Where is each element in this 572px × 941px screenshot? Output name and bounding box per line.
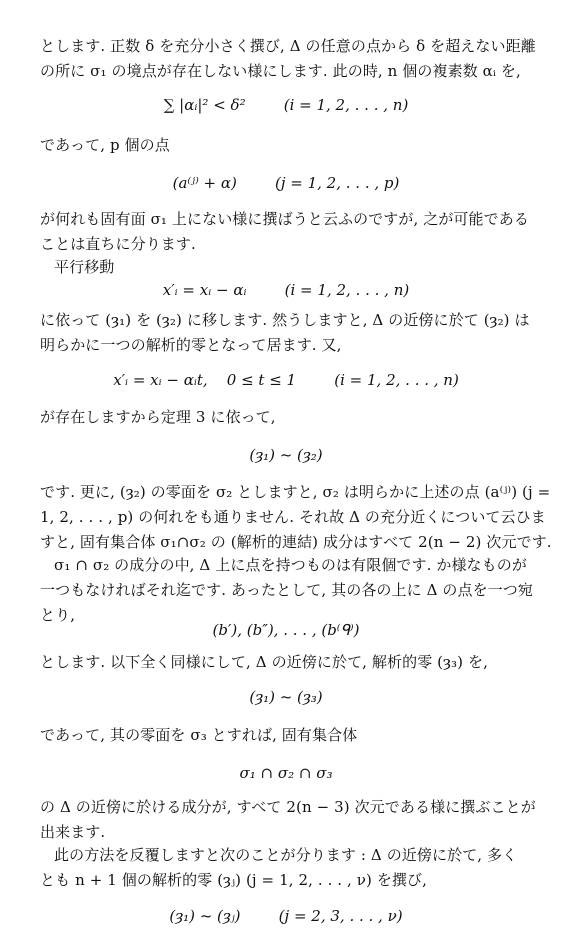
text-line: とも n + 1 個の解析的零 (ȝⱼ) (j = 1, 2, . . . , ν) を撰び,: [40, 871, 427, 889]
text-line: の Δ の近傍に於ける成分が, すべて 2(n − 3) 次元である様に撰ぶことが: [40, 798, 536, 816]
equation-2: (a⁽ʲ⁾ + α) (j = 1, 2, . . . , p): [172, 174, 400, 192]
paragraph-11: [40, 795, 540, 845]
equation-4: x′ᵢ = xᵢ − αᵢt, 0 ≤ t ≤ 1 (i = 1, 2, . . . , n): [113, 371, 459, 389]
paragraph-8: [40, 553, 554, 628]
paragraph-7: [40, 480, 552, 555]
paragraph-12: [40, 843, 554, 893]
equation-3: x′ᵢ = xᵢ − αᵢ (i = 1, 2, . . . , n): [162, 281, 410, 299]
text-line: とします. 正数 δ を充分小さく撰び, Δ の任意の点から δ を超えない距離: [40, 37, 536, 55]
text-line: の所に σ₁ の境点が存在しない様にします. 此の時, n 個の複素数 αᵢ を,: [40, 62, 521, 80]
text-line: 一つもなければそれ迄です. あったとして, 其の各の上に Δ の点を一つ宛: [40, 581, 533, 599]
paragraph-10: [40, 723, 540, 748]
text-line: 平行移動: [54, 258, 115, 276]
paragraph-3: [40, 207, 540, 257]
equation-7: (ȝ₁) ~ (ȝ₃): [249, 688, 323, 706]
text-line: が存在しますから定理 3 に依って,: [40, 408, 276, 426]
text-line: が何れも固有面 σ₁ 上にない様に撰ばうと云ふのですが, 之が可能である: [40, 210, 529, 228]
text-line: ことは直ちに分ります.: [40, 235, 196, 253]
text-line: とり,: [40, 606, 76, 624]
text-line: であって, 其の零面を σ₃ とすれば, 固有集合体: [40, 726, 358, 744]
paragraph-9: [40, 650, 540, 675]
paragraph-4: [40, 255, 554, 280]
paragraph-1: [40, 34, 540, 84]
text-line: 此の方法を反覆しますと次のことが分ります : Δ の近傍に於て, 多く: [54, 846, 518, 864]
equation-1: ∑ |αᵢ|² < δ² (i = 1, 2, . . . , n): [163, 96, 409, 114]
equation-9: (ȝ₁) ~ (ȝⱼ) (j = 2, 3, . . . , ν): [169, 907, 403, 925]
text-line: σ₁ ∩ σ₂ の成分の中, Δ 上に点を持つものは有限個です. か様なものが: [54, 556, 527, 574]
equation-8: σ₁ ∩ σ₂ ∩ σ₃: [239, 764, 333, 782]
text-line: です. 更に, (ȝ₂) の零面を σ₂ としますと, σ₂ は明らかに上述の点 (a⁽ʲ⁾) (j =: [40, 483, 551, 501]
text-line: に依って (ȝ₁) を (ȝ₂) に移します. 然うしますと, Δ の近傍に於て (ȝ₂) は: [40, 311, 530, 329]
paragraph-5: [40, 308, 540, 358]
paragraph-6: [40, 405, 540, 430]
text-line: であって, p 個の点: [40, 136, 170, 154]
text-line: 1, 2, . . . , p) の何れをも通りません. それ故 Δ の充分近くについて云ひま: [40, 508, 546, 526]
text-line: 明らかに一つの解析的零となって居ます. 又,: [40, 336, 342, 354]
text-line: すと, 固有集合体 σ₁∩σ₂ の (解析的連結) 成分はすべて 2(n − 2) 次元です.: [40, 533, 552, 551]
paragraph-2: [40, 133, 540, 158]
text-line: とします. 以下全く同様にして, Δ の近傍に於て, 解析的零 (ȝ₃) を,: [40, 653, 488, 671]
equation-6: (b′), (b″), . . . , (b⁽ᑫ⁾): [212, 621, 360, 639]
equation-5: (ȝ₁) ~ (ȝ₂): [249, 446, 323, 464]
text-line: 出来ます.: [40, 823, 106, 841]
